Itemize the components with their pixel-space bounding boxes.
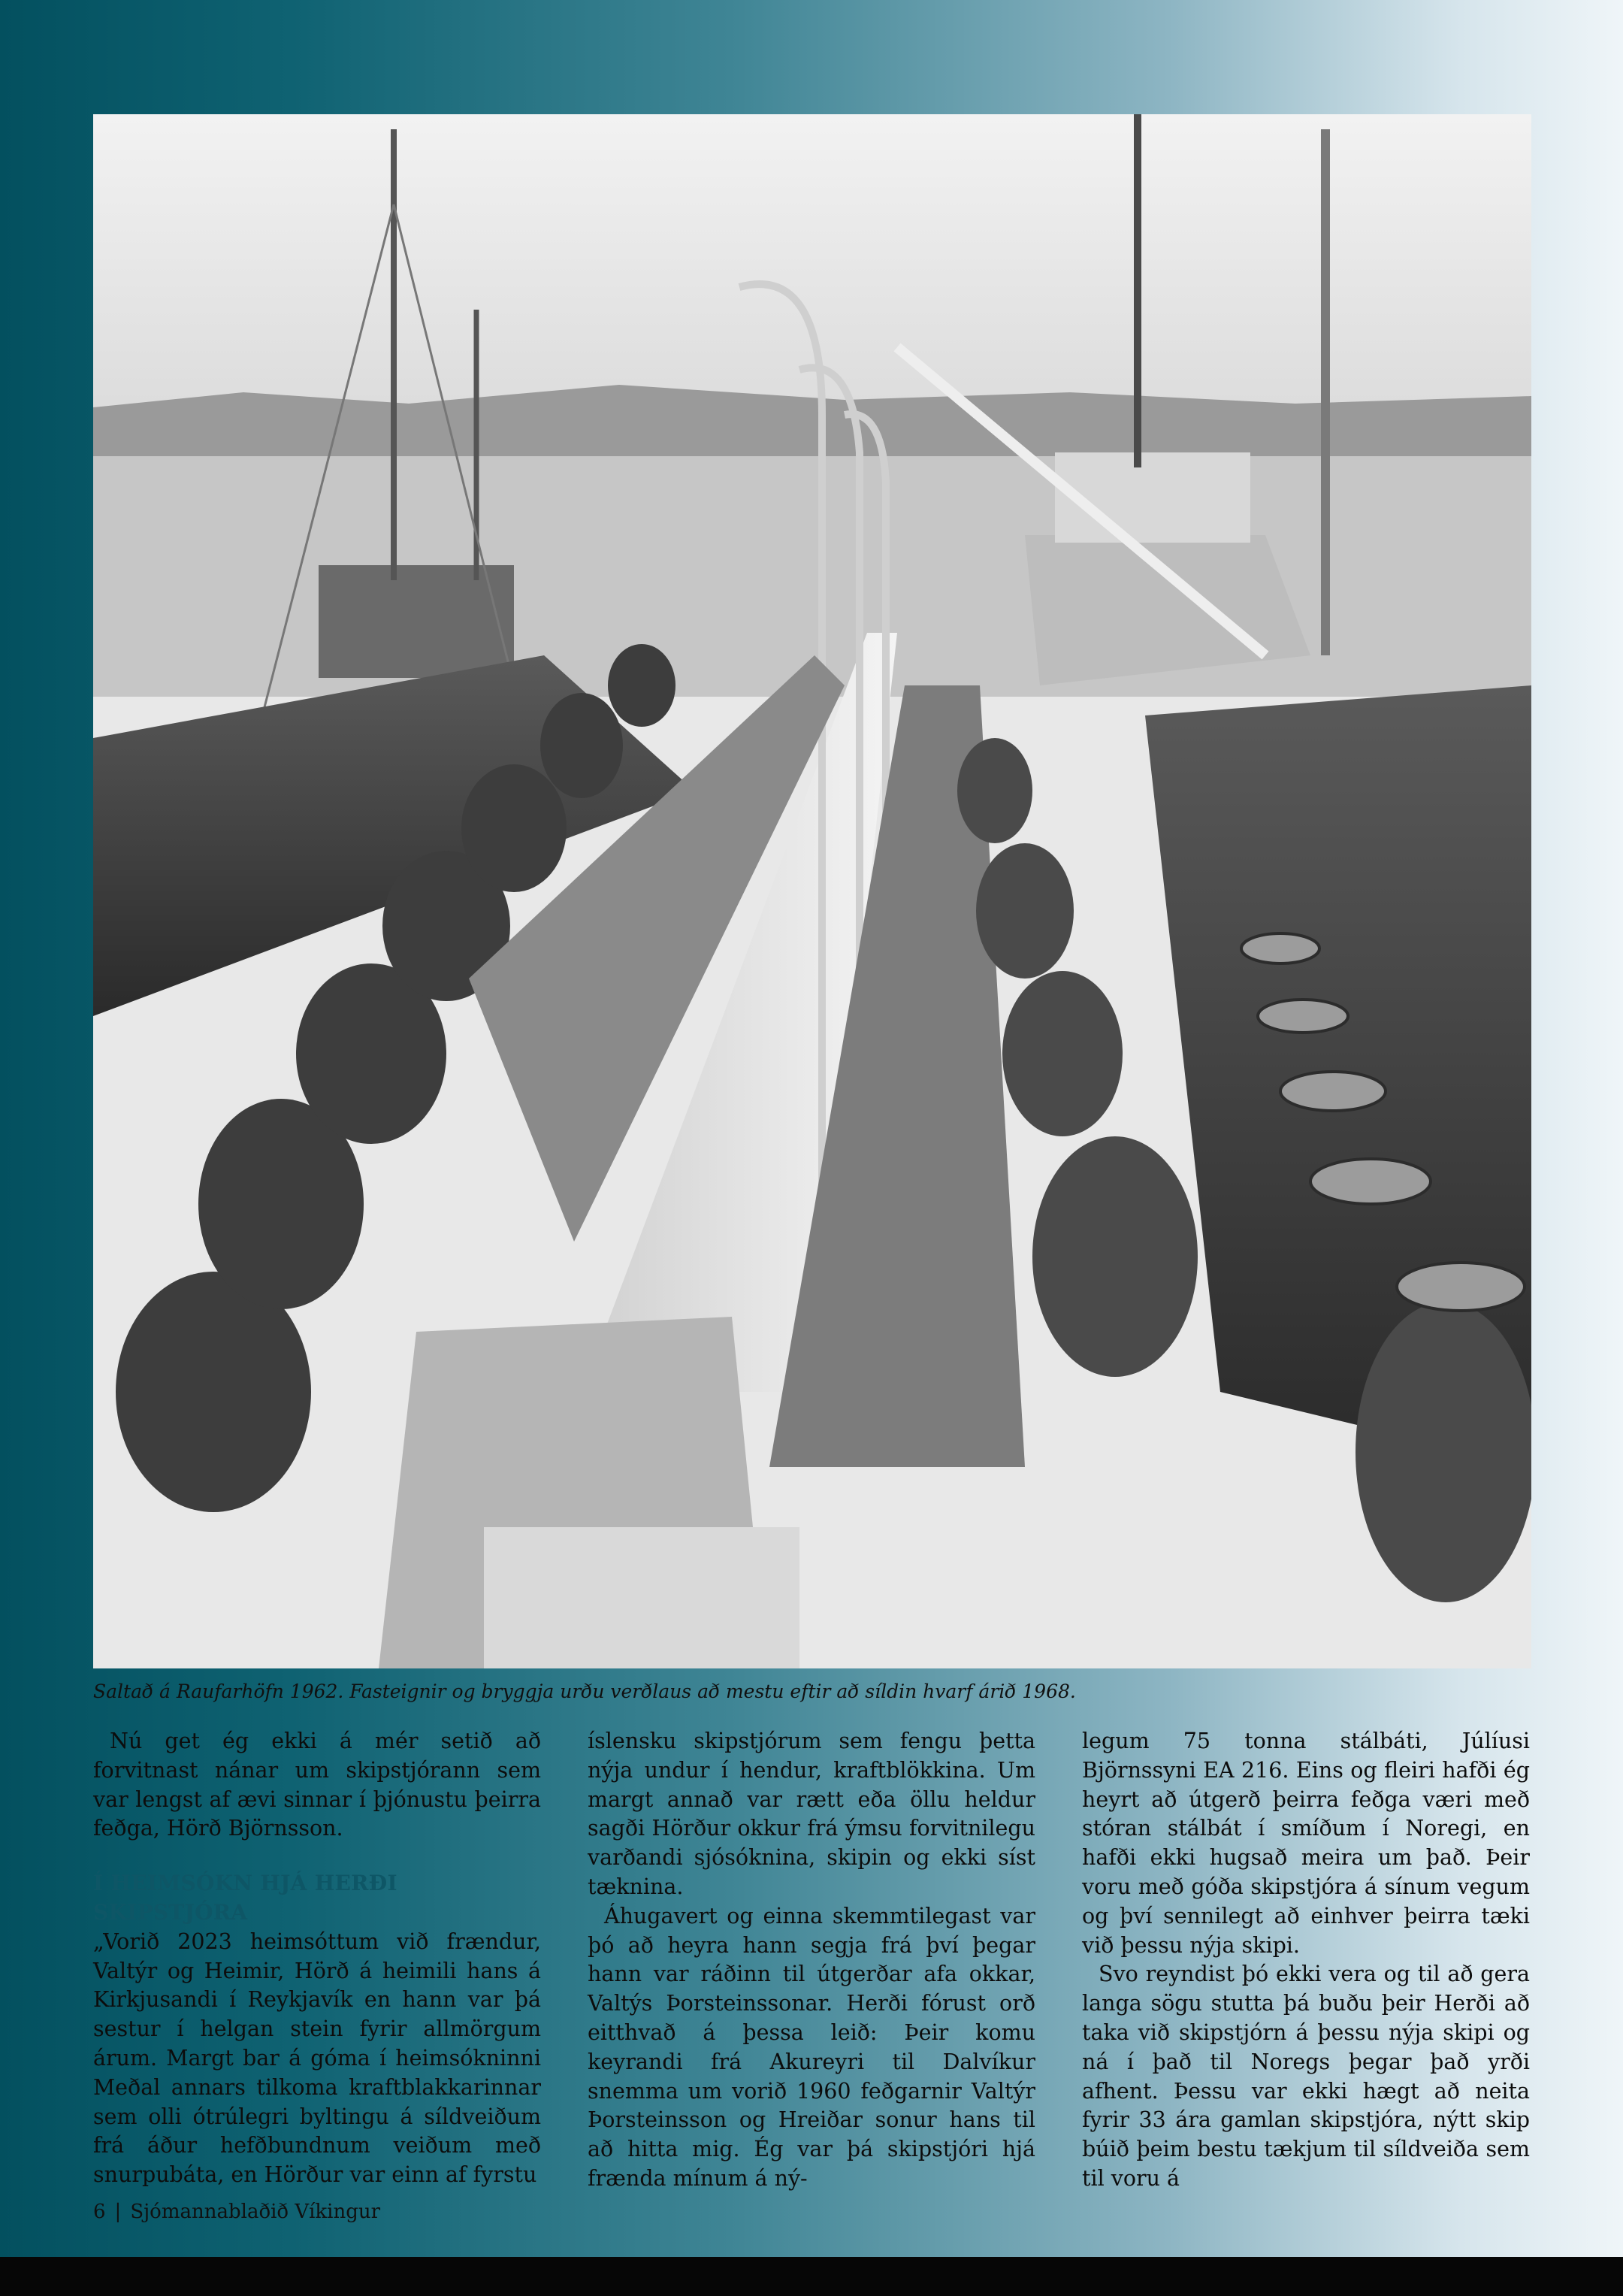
text-column-1 xyxy=(93,1727,541,2190)
paragraph: Áhugavert og einna skemmtilegast var þó að heyra hann segja frá því þegar hann var ráðinn til útgerðar afa okkar, Valtýs Þorsteinssonar. Herði fórust orð eitthvað á þessa leið: Þeir komu keyrandi frá Akureyri til Dalvíkur snemma um vorið 1960 feðgarnir Valtýr Þorsteinsson og Hreiðar sonur hans til að hitta mig. Ég var þá skipstjóri hjá frænda mínum á ný- xyxy=(588,1903,1035,2191)
section-heading: Í HEIMSÓKN HJÁ HERÐI SKIPSTJÓRA xyxy=(93,1871,397,1925)
text-column-3 xyxy=(1082,1727,1530,2194)
text-column-2 xyxy=(588,1727,1035,2194)
paragraph: Svo reyndist þó ekki vera og til að gera langa sögu stutta þá buðu þeir Herði að taka við skipstjórn á þessu nýja skipi og ná í það til Noregs þegar það yrði afhent. Þessu var ekki hægt að neita fyrir 33 ára gamlan skipstjóra, nýtt skip búið þeim bestu tækjum til síldveiða sem til voru á xyxy=(1082,1962,1530,2191)
photo-caption: Saltað á Raufarhöfn 1962. Fasteignir og bryggja urðu verðlaus að mestu eftir að síldin hvarf árið 1968. xyxy=(93,1680,1076,1702)
bottom-bar xyxy=(0,2257,1623,2296)
paragraph: „Vorið 2023 heimsóttum við frændur, Valtýr og Heimir, Hörð á heimili hans á Kirkjusandi í Reykjavík en hann var þá sestur í helgan stein fyrir allmörgum árum. Margt bar á góma í heimsókninni Meðal annars tilkoma kraftblakkarinnar sem olli ótrúlegri byltingu á síldveiðum frá áður hefðbundnum veiðum með snurpubáta, en Hörður var einn af fyrstu xyxy=(93,1928,541,2188)
page-number: 6 xyxy=(93,2201,106,2223)
publication-name: Sjómannablaðið Víkingur xyxy=(130,2201,381,2223)
paragraph: legum 75 tonna stálbáti, Júlíusi Björnssyni EA 216. Eins og fleiri hafði ég heyrt að útgerð þeirra feðga væri með stóran stálbát í smíðum í Noregi, en hafði ekki hugsað meira um það. Þeir voru með góða skipstjóra á sínum vegum og því sennilegt að einhver þeirra tæki við þessu nýja skipi. xyxy=(1082,1729,1530,1958)
footer-separator: | xyxy=(114,2201,122,2223)
front-belt xyxy=(484,1527,799,1668)
paragraph: íslensku skipstjórum sem fengu þetta nýja undur í hendur, kraftblökkina. Um margt annað var rætt eða öllu heldur sagði Hörður okkur frá ýmsu forvitnilegu varðandi sjósóknina, skipin og ekki síst tæknina. xyxy=(588,1729,1035,1899)
paragraph: Nú get ég ekki á mér setið að forvitnast nánar um skipstjórann sem var lengst af ævi sinnar í þjónustu þeirra feðga, Hörð Björnsson. xyxy=(93,1729,541,1841)
harbor-photo xyxy=(93,114,1531,1668)
harbor-photo-icon xyxy=(93,114,1531,1668)
page-footer xyxy=(93,2201,380,2223)
